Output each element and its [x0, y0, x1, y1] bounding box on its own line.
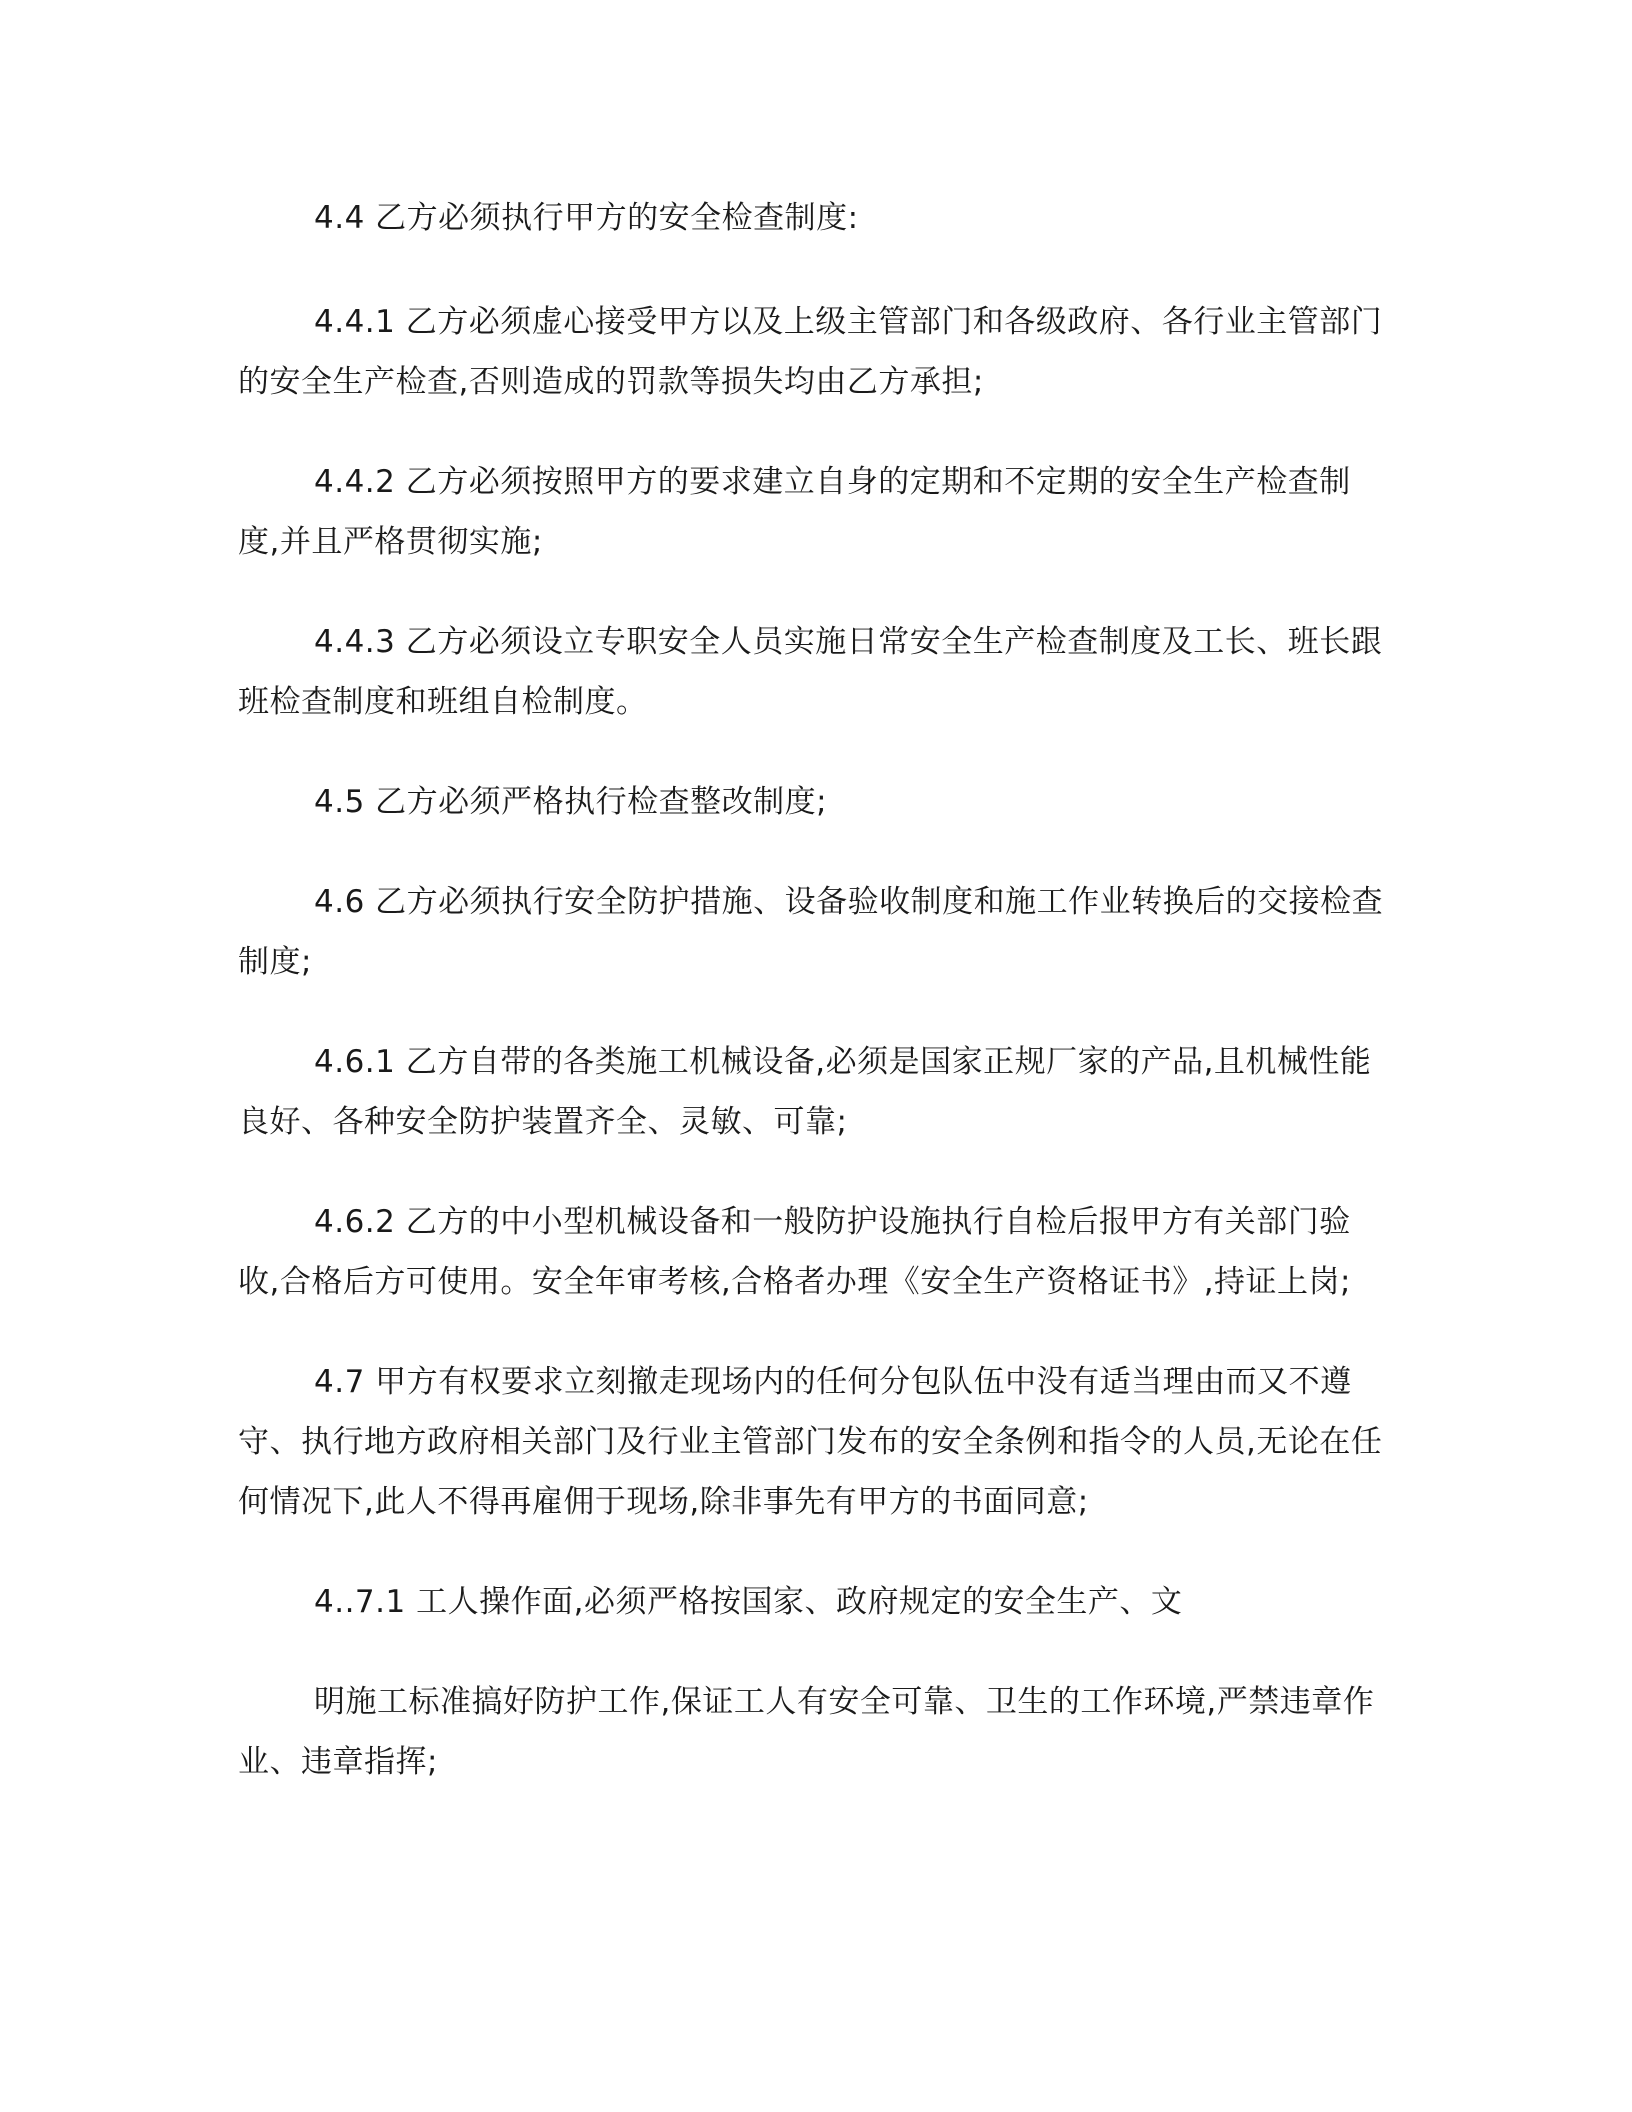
paragraph-4-4: 4.4 乙方必须执行甲方的安全检查制度: [314, 200, 859, 236]
paragraph-4-6-2: 4.6.2 乙方的中小型机械设备和一般防护设施执行自检后报甲方有关部门验收,合格后方可使用。安全年审考核,合格者办理《安全生产资格证书》,持证上岗; [238, 1204, 1352, 1300]
paragraph-4-4-2: 4.4.2 乙方必须按照甲方的要求建立自身的定期和不定期的安全生产检查制度,并且严格贯彻实施; [238, 464, 1351, 560]
paragraph-4-7-1: 4..7.1 工人操作面,必须严格按国家、政府规定的安全生产、文 [314, 1584, 1183, 1620]
document-body [238, 188, 1388, 1832]
paragraph-4-5: 4.5 乙方必须严格执行检查整改制度; [314, 784, 828, 820]
paragraph-4-6: 4.6 乙方必须执行安全防护措施、设备验收制度和施工作业转换后的交接检查制度; [238, 884, 1384, 980]
paragraph-4-4-3: 4.4.3 乙方必须设立专职安全人员实施日常安全生产检查制度及工长、班长跟班检查制度和班组自检制度。 [238, 624, 1383, 720]
paragraph-4-7: 4.7 甲方有权要求立刻撤走现场内的任何分包队伍中没有适当理由而又不遵守、执行地方政府相关部门及行业主管部门发布的安全条例和指令的人员,无论在任何情况下,此人不得再雇佣于现场,除非事先有甲方的书面同意; [238, 1364, 1383, 1520]
paragraph-4-6-1: 4.6.1 乙方自带的各类施工机械设备,必须是国家正规厂家的产品,且机械性能良好、各种安全防护装置齐全、灵敏、可靠; [238, 1044, 1372, 1140]
paragraph-4-7-1-continued: 明施工标准搞好防护工作,保证工人有安全可靠、卫生的工作环境,严禁违章作业、违章指挥; [238, 1684, 1375, 1780]
paragraph-4-4-1: 4.4.1 乙方必须虚心接受甲方以及上级主管部门和各级政府、各行业主管部门的安全生产检查,否则造成的罚款等损失均由乙方承担; [238, 304, 1383, 400]
